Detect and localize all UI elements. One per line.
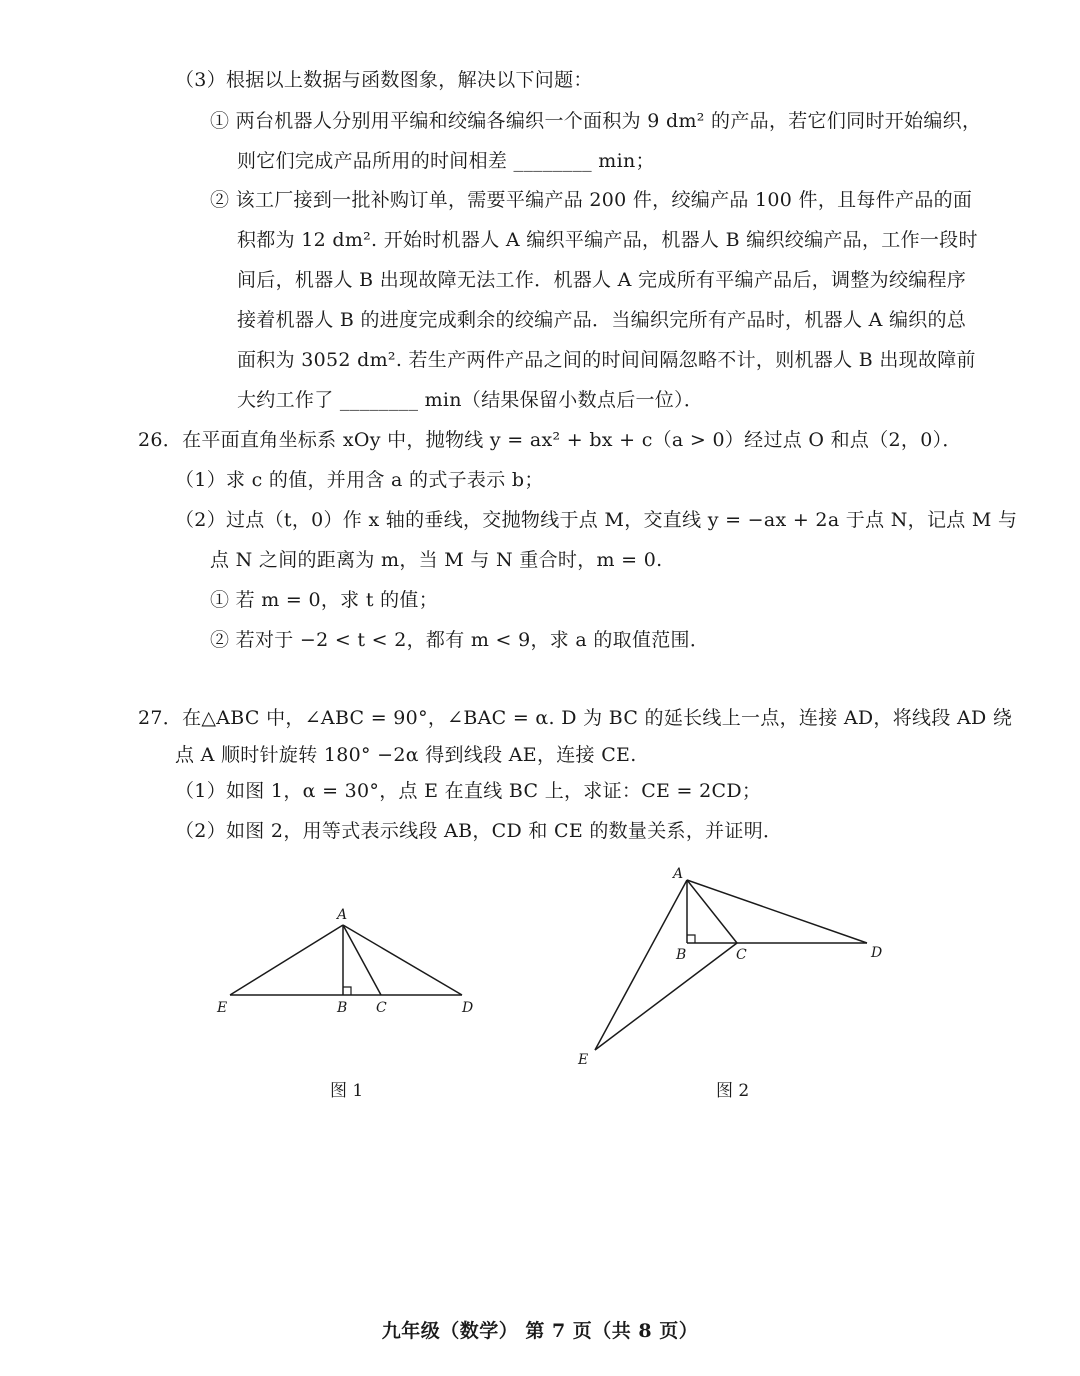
- text-line-q3-part2-c: 间后，机器人 B 出现故障无法工作．机器人 A 完成所有平编产品后，调整为绞编程序: [237, 269, 967, 291]
- segment-ce: [595, 943, 737, 1050]
- right-angle-mark: [687, 935, 695, 943]
- segment-ad: [687, 880, 867, 943]
- right-angle-mark: [343, 987, 351, 995]
- label-a: A: [337, 907, 348, 923]
- text-line-q3-heading: （3）根据以上数据与函数图象，解决以下问题：: [175, 69, 593, 91]
- text-line-q3-part2-d: 接着机器人 B 的进度完成剩余的绞编产品．当编织完所有产品时，机器人 A 编织的总: [237, 309, 967, 331]
- label-e: E: [578, 1052, 589, 1068]
- figure-2-caption: 图 2: [716, 1081, 750, 1101]
- page-footer: 九年级（数学） 第 7 页（共 8 页）: [381, 1320, 699, 1342]
- figure-1-caption: 图 1: [330, 1081, 364, 1101]
- text-line-q3-part1-b: 则它们完成产品所用的时间相差 ________ min；: [237, 150, 655, 172]
- label-c: C: [376, 1000, 387, 1016]
- text-line-q3-part2-b: 积都为 12 dm². 开始时机器人 A 编织平编产品，机器人 B 编织绞编产品，工作一段时: [237, 229, 978, 251]
- label-e: E: [217, 1000, 228, 1016]
- label-d: D: [462, 1000, 474, 1016]
- text-line-q3-part2-f: 大约工作了 ________ min（结果保留小数点后一位）．: [237, 389, 704, 411]
- figure-1: [200, 895, 490, 1025]
- segment-ae: [595, 880, 687, 1050]
- text-line-q27-part2: （2）如图 2，用等式表示线段 AB，CD 和 CE 的数量关系，并证明．: [175, 820, 783, 842]
- text-line-q3-part1-a: ① 两台机器人分别用平编和绞编各编织一个面积为 9 dm² 的产品，若它们同时开始编织，: [210, 110, 982, 132]
- text-line-q3-part2-e: 面积为 3052 dm². 若生产两件产品之间的时间间隔忽略不计，则机器人 B 出现故障前: [237, 349, 976, 371]
- text-line-q3-part2-a: ② 该工厂接到一批补购订单，需要平编产品 200 件，绞编产品 100 件，且每件产品的面: [210, 189, 973, 211]
- label-c: C: [736, 947, 747, 963]
- text-line-q26-sub1: ① 若 m = 0，求 t 的值；: [210, 589, 438, 611]
- label-b: B: [676, 947, 687, 963]
- text-line-q26-part2-a: （2）过点（t，0）作 x 轴的垂线，交抛物线于点 M，交直线 y = −ax + 2a 于点 N，记点 M 与: [175, 509, 1018, 531]
- label-a: A: [673, 866, 684, 882]
- text-line-q27-stem-a: 27．在△ABC 中，∠ABC = 90°，∠BAC = α. D 为 BC 的延长线上一点，连接 AD，将线段 AD 绕: [138, 707, 1013, 729]
- text-line-q26-sub2: ② 若对于 −2 < t < 2，都有 m < 9，求 a 的取值范围．: [210, 629, 710, 651]
- text-line-q27-part1: （1）如图 1，α = 30°，点 E 在直线 BC 上，求证：CE = 2CD；: [175, 780, 762, 802]
- text-line-q26-part1: （1）求 c 的值，并用含 a 的式子表示 b；: [175, 469, 544, 491]
- segment-ae: [230, 925, 343, 995]
- segment-ad: [343, 925, 462, 995]
- text-line-q26-part2-b: 点 N 之间的距离为 m，当 M 与 N 重合时，m = 0.: [210, 549, 663, 571]
- text-line-q26-stem: 26．在平面直角坐标系 xOy 中，抛物线 y = ax² + bx + c（a > 0）经过点 O 和点（2，0）．: [138, 429, 962, 451]
- label-d: D: [871, 945, 883, 961]
- figure-2: [570, 860, 900, 1075]
- label-b: B: [337, 1000, 348, 1016]
- text-line-q27-stem-b: 点 A 顺时针旋转 180° −2α 得到线段 AE，连接 CE.: [175, 744, 637, 766]
